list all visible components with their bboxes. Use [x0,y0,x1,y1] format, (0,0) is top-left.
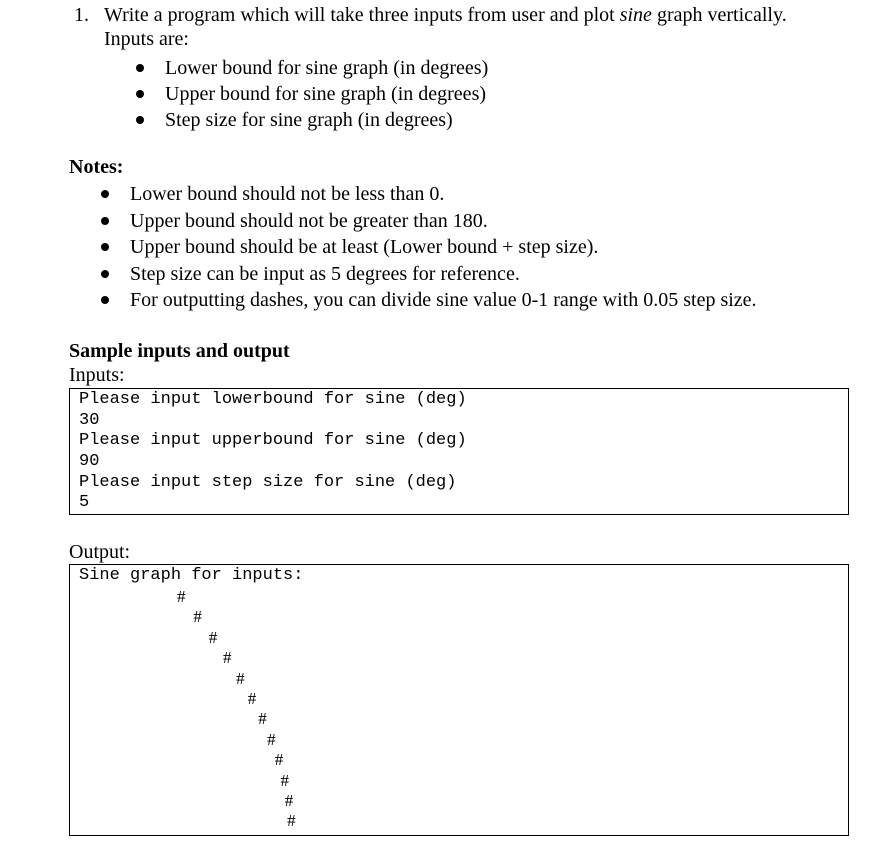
question-intro-after: graph vertically. [651,4,787,26]
code-line: Please input step size for sine (deg) [79,472,457,492]
list-item: Lower bound should not be less than 0. [130,181,757,208]
graph-hash-mark: # [267,729,276,749]
inputs-label: Inputs: [69,364,125,386]
code-line: 90 [79,452,100,472]
question-number: 1. [74,4,89,26]
question-intro-italic: sine [619,4,652,26]
question-text [104,3,864,51]
sample-input-box [69,388,849,515]
graph-hash-mark: # [274,750,284,770]
list-item: Step size can be input as 5 degrees for reference. [130,261,757,288]
graph-hash-mark: # [223,648,232,668]
list-item: Upper bound for sine graph (in degrees) [165,81,488,107]
inputs-list [165,55,488,133]
question-intro-before: Write a program which will take three inputs from user and plot [104,4,620,26]
code-line: 5 [79,493,90,513]
graph-hash-mark: # [247,689,257,708]
graph-hash-mark: # [177,587,186,606]
output-label: Output: [69,541,131,563]
list-item: Upper bound should be at least (Lower bound + step size). [130,234,757,261]
list-item: Lower bound for sine graph (in degrees) [165,57,489,79]
graph-hash-mark: # [193,607,202,627]
graph-hash-mark: # [258,709,267,729]
sample-heading: Sample inputs and output [69,340,290,362]
graph-hash-mark: # [280,770,289,790]
code-line: Please input lowerbound for sine (deg) [79,390,467,409]
notes-heading: Notes: [69,156,124,178]
list-item: Upper bound should not be greater than 180. [130,208,757,235]
graph-hash-mark: # [236,668,245,688]
output-header: Sine graph for inputs: [79,566,304,585]
code-line: 30 [79,410,100,430]
notes-list [130,181,757,314]
graph-hash-mark: # [287,811,296,831]
sample-output-box [69,564,849,836]
code-line: Please input upperbound for sine (deg) [79,431,467,451]
list-item: Step size for sine graph (in degrees) [165,107,488,133]
inputs-are-label: Inputs are: [104,28,189,50]
graph-hash-mark: # [284,791,294,810]
graph-hash-mark: # [208,627,218,647]
list-item: For outputting dashes, you can divide sine value 0-1 range with 0.05 step size. [130,287,757,314]
